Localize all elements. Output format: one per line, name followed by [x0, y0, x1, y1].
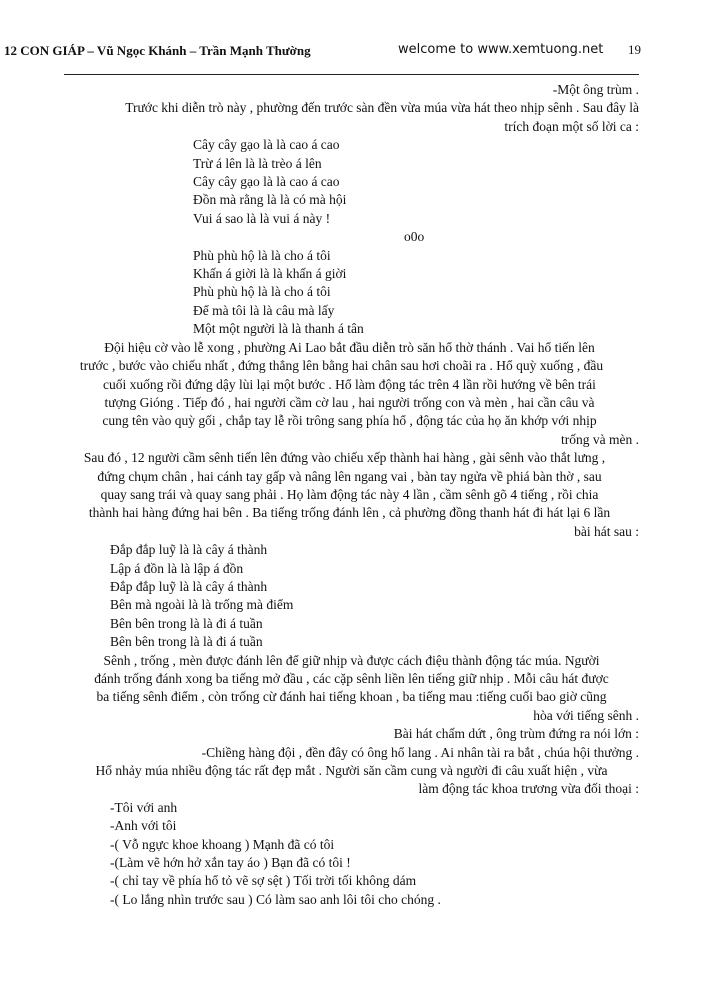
poem-stanza-2: [64, 247, 639, 339]
dialogue-block: [64, 799, 639, 909]
header-divider: [64, 74, 639, 75]
dialogue-line: -( chỉ tay về phía hổ tỏ vẽ sợ sệt ) Tối trời tối không dám: [110, 873, 417, 889]
paragraph-2: [60, 449, 639, 541]
page-number: 19: [628, 42, 641, 57]
text-line: -Một ông trùm .: [552, 82, 639, 97]
text-line: thành hai hàng đứng hai bên . Ba tiếng trống đánh lên , cả phường đồng thanh hát đi hát lại 6 lần: [88, 505, 611, 521]
text-line: quay sang trái và quay sang phải . Họ làm động tác này 4 lần , cầm sênh gõ 4 tiếng , rồi chia: [100, 486, 599, 502]
text-line: -Chiềng hàng đội , đền đây có ông hổ lang . Ai nhân tài ra bắt , chúa hội thưởng .: [201, 744, 639, 760]
paragraph-1: [60, 339, 639, 449]
text-line: bài hát sau :: [574, 523, 639, 539]
paragraph-3: [64, 652, 639, 726]
poem-line: Bên bên trong là là đi á tuần: [110, 634, 263, 650]
poem-line: Lập á đồn là là lập á đồn: [110, 560, 244, 576]
dialogue-line: -( Lo lắng nhìn trước sau ) Có làm sao anh lôi tôi cho chóng .: [110, 891, 441, 907]
poem-line: Đồn mà rằng là là có mà hội: [193, 192, 347, 208]
text-line: đánh trống đánh xong ba tiếng mở đầu , các cặp sênh liền lên tiếng giữ nhịp . Mỗi câu hát được: [94, 671, 609, 686]
text-line: cung tên vào quỳ gối , chắp tay lễ rồi trông sang phía hổ , động tác của họ ăn khớp với nhịp: [102, 413, 597, 429]
dialogue-line: -(Làm vẽ hớn hở xắn tay áo ) Bạn đã có tôi !: [110, 855, 351, 871]
dialogue-line: -Tôi với anh: [110, 799, 178, 815]
text-line: ba tiếng sênh điểm , còn trống cừ đánh hai tiếng khoan , ba tiếng mau :tiếng cuối bao giờ cũng: [96, 689, 607, 705]
poem-line: Cây cây gạo là là cao á cao: [193, 137, 340, 153]
section-separator: o0o: [404, 229, 425, 245]
text-line: Hổ nhảy múa nhiều động tác rất đẹp mắt . Người săn cầm cung và người đi câu xuất hiện , vừa: [95, 763, 608, 779]
poem-line: Đắp đắp luỹ là là cây á thành: [110, 578, 268, 594]
poem-line: Một một người là là thanh á tân: [193, 321, 364, 337]
text-line: Bài hát chấm dứt , ông trùm đứng ra nói lớn :: [393, 726, 639, 742]
text-line: trích đoạn một số lời ca :: [504, 118, 639, 134]
header-website-link[interactable]: welcome to www.xemtuong.net: [398, 42, 604, 57]
text-line: tượng Gióng . Tiếp đó , hai người cầm cờ lau , hai người trống con và mèn , hai cần câu và: [104, 394, 595, 410]
dialogue-line: -Anh với tôi: [110, 818, 177, 834]
page-header: [0, 42, 702, 62]
dialogue-line: -( Vỗ ngực khoe khoang ) Mạnh đã có tôi: [110, 836, 335, 852]
text-line: hòa với tiếng sênh .: [533, 707, 639, 723]
text-line: trước , bước vào chiếu nhất , đứng thẳng lên bằng hai chân sau hơi choãi ra . Hổ quỳ xuống , đầu: [79, 358, 604, 374]
text-line: Trước khi diễn trò này , phường đến trước sàn đền vừa múa vừa hát theo nhịp sênh . Sau đây là: [125, 100, 639, 116]
poem-line: Cây cây gạo là là cao á cao: [193, 174, 340, 190]
poem-line: Trừ á lên là là trèo á lên: [193, 155, 322, 171]
poem-line: Đắp đắp luỹ là là cây á thành: [110, 542, 268, 558]
poem-line: Vui á sao là là vui á này !: [193, 210, 331, 226]
poem-line: Bên bên trong là là đi á tuần: [110, 615, 263, 631]
text-line: cuối xuống rồi đứng dậy lùi lại một bước . Hổ làm động tác trên 4 lần rồi hướng về bên trái: [103, 376, 596, 392]
poem-line: Khấn á giời là là khấn á giời: [193, 266, 347, 282]
poem-line: Phù phù hộ là là cho á tôi: [193, 247, 331, 263]
header-title: 12 CON GIÁP – Vũ Ngọc Khánh – Trần Mạnh Thường: [4, 43, 311, 58]
text-line: trống và mèn .: [561, 431, 639, 447]
text-line: đứng chụm chân , hai cánh tay gấp và nâng lên ngang vai , bàn tay ngửa về phiá bàn thờ , sau: [97, 468, 602, 484]
poem-line: Bên mà ngoài là là trống mà điểm: [110, 597, 294, 613]
text-line: Sau đó , 12 người cầm sênh tiến lên đứng vào chiếu xếp thành hai hàng , gài sênh vào thắt lưng ,: [83, 450, 606, 466]
poem-stanza-3: [64, 541, 639, 651]
text-line: Đội hiệu cờ vào lễ xong , phường Ai Lao bắt đầu diễn trò săn hổ thờ thánh . Vai hổ tiến lên: [104, 339, 595, 355]
document-body: [64, 81, 639, 909]
poem-line: Để mà tôi là là câu mà lấy: [193, 302, 335, 318]
text-line: làm động tác khoa trương vừa đối thoại :: [418, 781, 639, 797]
poem-stanza-1: [64, 136, 639, 228]
text-line: Sênh , trống , mèn được đánh lên để giữ nhịp và được cách điệu thành động tác múa. Người: [103, 652, 600, 668]
poem-line: Phù phù hộ là là cho á tôi: [193, 284, 331, 300]
